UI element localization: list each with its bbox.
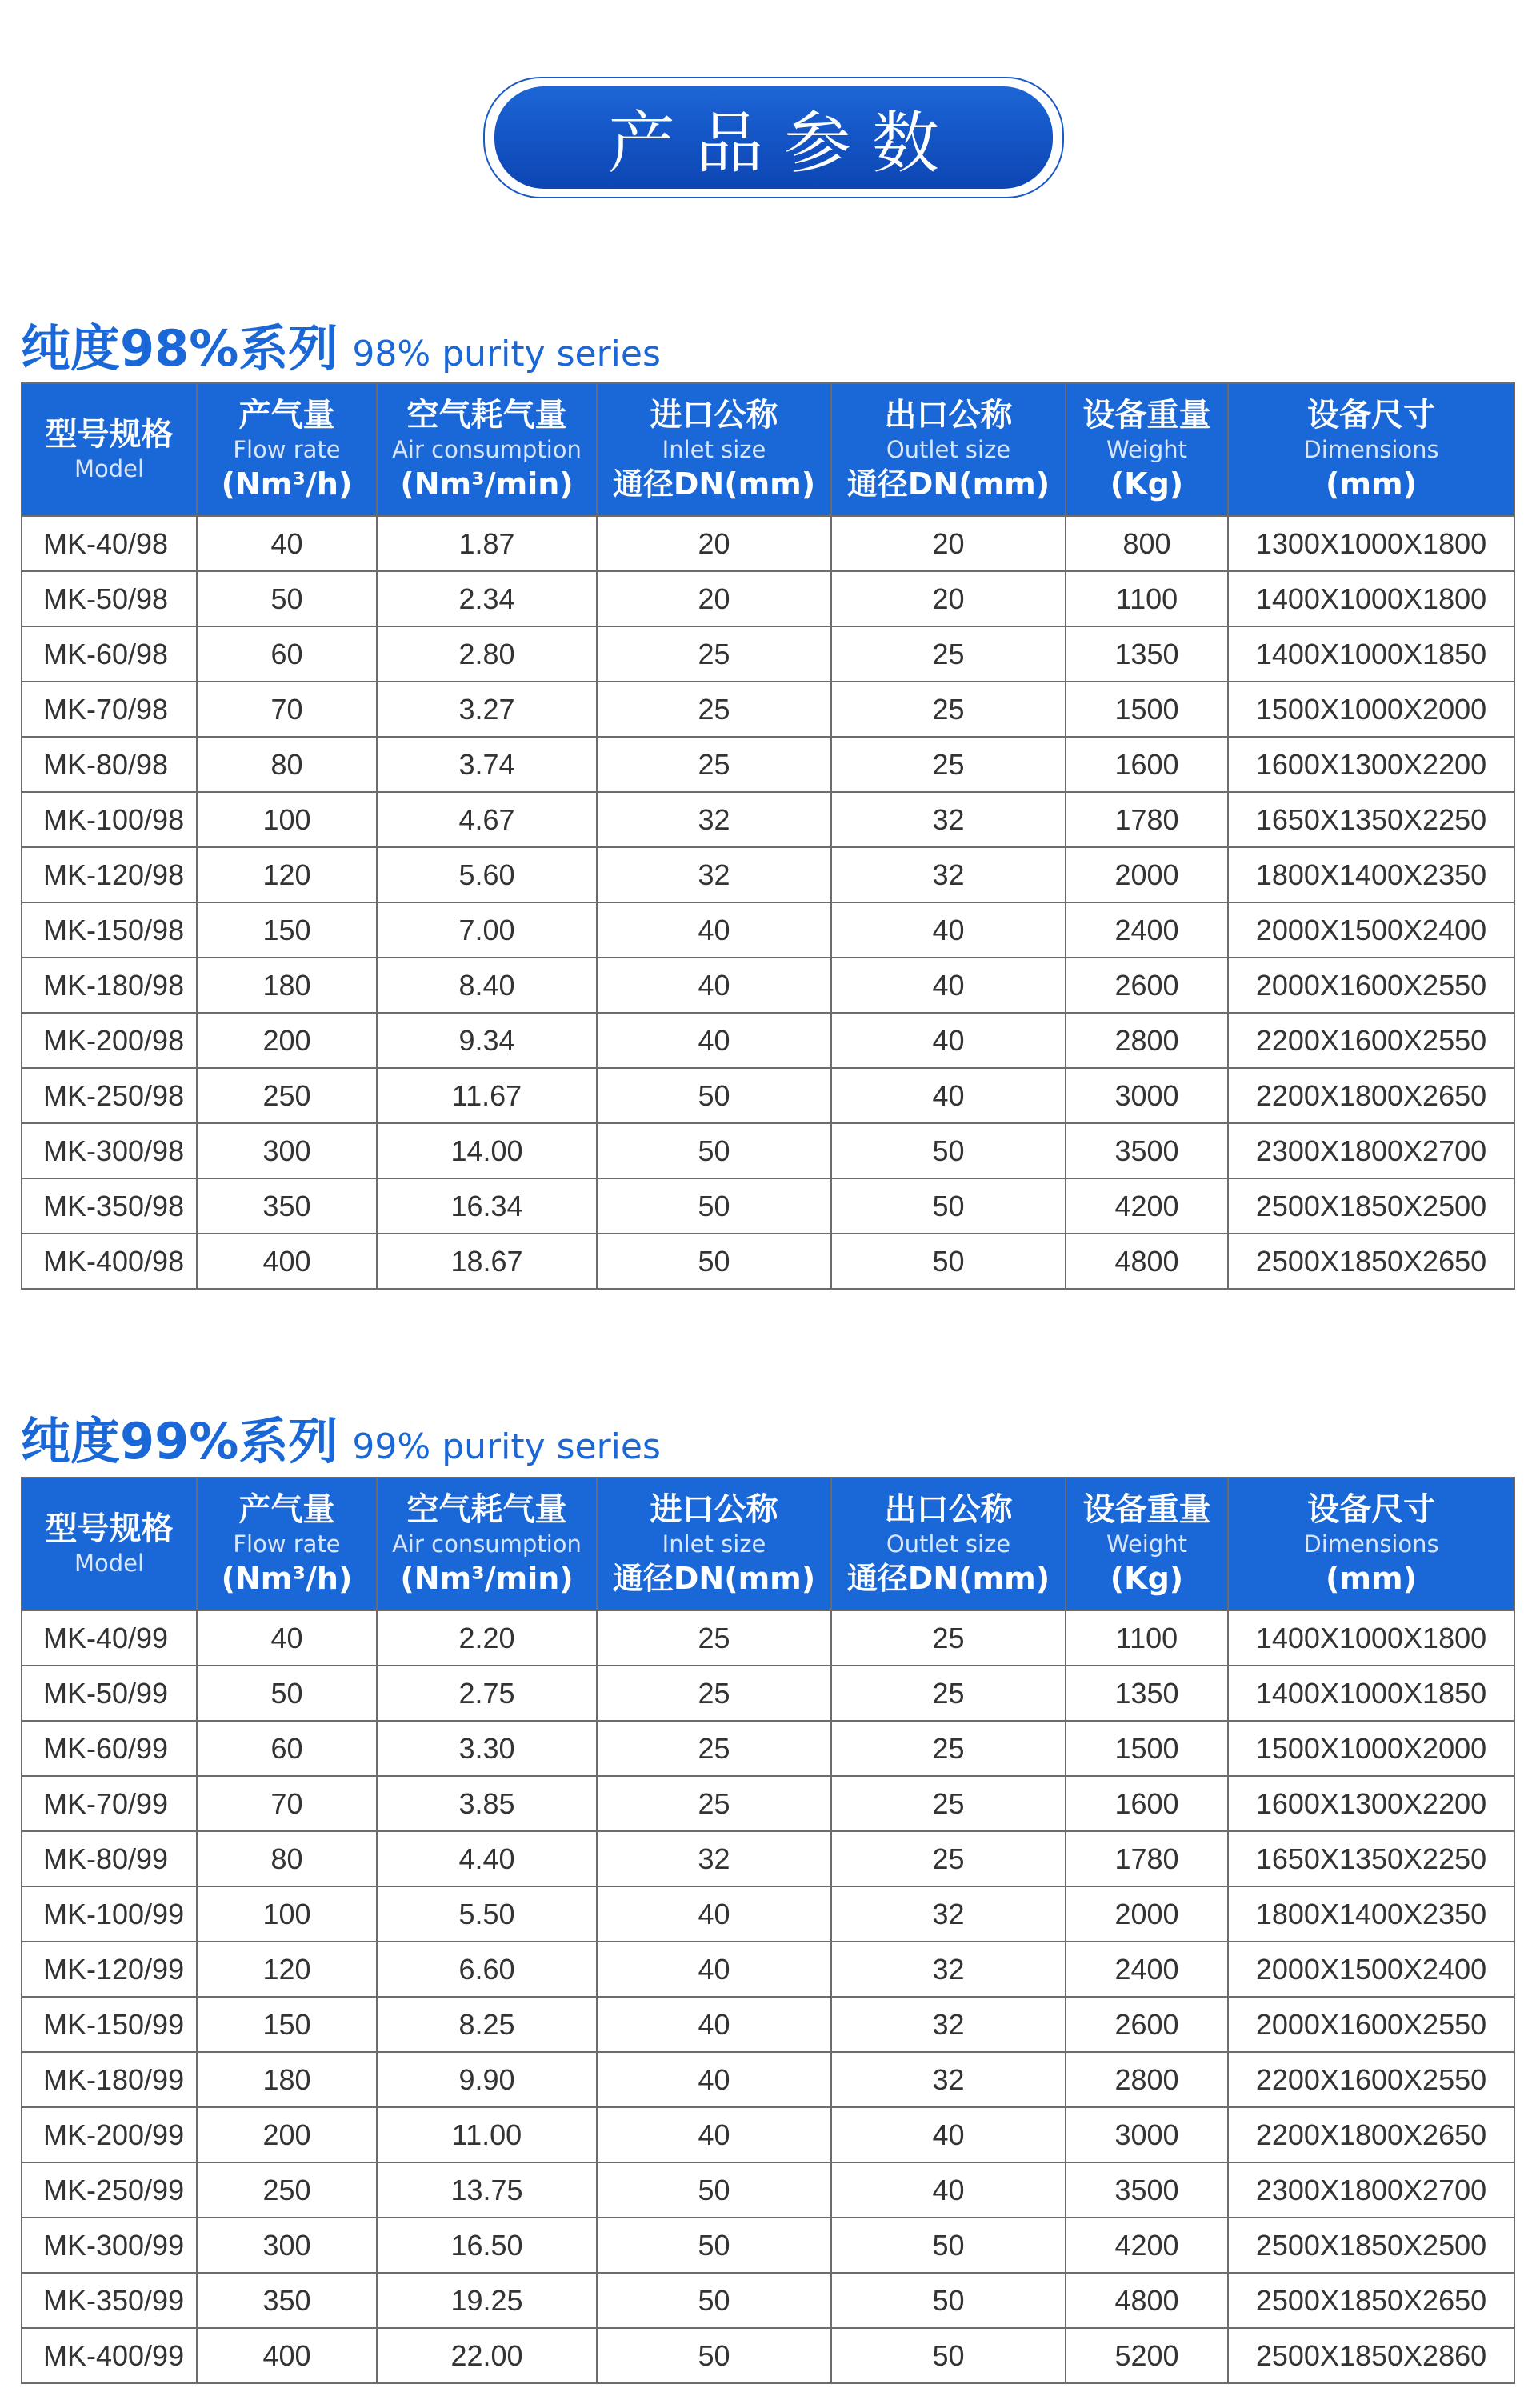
table-cell: MK-300/99 xyxy=(22,2218,197,2273)
table-cell: 200 xyxy=(197,1013,377,1068)
table-cell: 2500X1850X2500 xyxy=(1228,2218,1514,2273)
table-row xyxy=(22,958,1514,1013)
column-header-cn: 进口公称 xyxy=(650,397,778,434)
table-cell: 40 xyxy=(597,958,831,1013)
column-header xyxy=(377,1478,597,1610)
table-cell: 1500 xyxy=(1066,1721,1228,1776)
table-cell: 22.00 xyxy=(377,2328,597,2383)
table-cell: 1800X1400X2350 xyxy=(1228,1886,1514,1942)
table-cell: 25 xyxy=(597,737,831,792)
table-cell: 4800 xyxy=(1066,2273,1228,2328)
table-cell: 25 xyxy=(597,682,831,737)
table-cell: 1100 xyxy=(1066,1610,1228,1666)
table-cell: 50 xyxy=(831,1123,1066,1178)
table-cell: 180 xyxy=(197,2052,377,2107)
table-cell: 50 xyxy=(597,1178,831,1234)
table-cell: 20 xyxy=(831,571,1066,626)
table-cell: 400 xyxy=(197,1234,377,1289)
table-row xyxy=(22,571,1514,626)
table-cell: 2400 xyxy=(1066,1942,1228,1997)
table-cell: 32 xyxy=(831,1886,1066,1942)
column-header-unit: (mm) xyxy=(1326,1560,1417,1596)
column-header-cn: 空气耗气量 xyxy=(406,1491,567,1529)
table-cell: 20 xyxy=(597,516,831,571)
column-header xyxy=(831,1478,1066,1610)
table-cell: MK-60/98 xyxy=(22,626,197,682)
table-cell: 1350 xyxy=(1066,626,1228,682)
table-cell: 18.67 xyxy=(377,1234,597,1289)
spec-table-99 xyxy=(21,1477,1515,2384)
table-cell: 32 xyxy=(597,792,831,847)
table-cell: 25 xyxy=(831,1721,1066,1776)
column-header xyxy=(377,383,597,516)
column-header-unit: (mm) xyxy=(1326,466,1417,502)
table-cell: 60 xyxy=(197,1721,377,1776)
table-cell: 32 xyxy=(831,1942,1066,1997)
table-cell: 1100 xyxy=(1066,571,1228,626)
column-header-en: Air consumption xyxy=(392,436,582,464)
table-cell: 2300X1800X2700 xyxy=(1228,2162,1514,2218)
table-cell: 3.85 xyxy=(377,1776,597,1831)
table-cell: 25 xyxy=(831,682,1066,737)
table-cell: 60 xyxy=(197,626,377,682)
table-cell: 4.67 xyxy=(377,792,597,847)
table-row xyxy=(22,2328,1514,2383)
column-header xyxy=(22,1478,197,1610)
column-header-unit: (Nm³/h) xyxy=(221,1560,353,1596)
series-heading-en: 99% purity series xyxy=(352,1426,661,1467)
column-header xyxy=(1228,383,1514,516)
table-row xyxy=(22,1666,1514,1721)
column-header-en: Inlet size xyxy=(662,436,766,464)
table-cell: MK-200/99 xyxy=(22,2107,197,2162)
table-cell: 120 xyxy=(197,1942,377,1997)
table-row xyxy=(22,682,1514,737)
table-row xyxy=(22,1234,1514,1289)
table-row xyxy=(22,1886,1514,1942)
column-header-en: Dimensions xyxy=(1303,1530,1439,1558)
table-cell: 16.50 xyxy=(377,2218,597,2273)
table-cell: 50 xyxy=(197,571,377,626)
table-cell: 25 xyxy=(831,1666,1066,1721)
table-cell: MK-400/98 xyxy=(22,1234,197,1289)
table-cell: MK-400/99 xyxy=(22,2328,197,2383)
table-cell: 50 xyxy=(831,2218,1066,2273)
table-cell: 1600X1300X2200 xyxy=(1228,1776,1514,1831)
table-cell: 1300X1000X1800 xyxy=(1228,516,1514,571)
table-cell: 50 xyxy=(597,2162,831,2218)
table-cell: 40 xyxy=(831,1068,1066,1123)
table-cell: 2600 xyxy=(1066,958,1228,1013)
table-cell: 300 xyxy=(197,2218,377,2273)
table-row xyxy=(22,2218,1514,2273)
table-cell: MK-350/99 xyxy=(22,2273,197,2328)
table-row xyxy=(22,2107,1514,2162)
table-cell: 2800 xyxy=(1066,1013,1228,1068)
table-cell: 2500X1850X2650 xyxy=(1228,2273,1514,2328)
column-header-unit: 通径DN(mm) xyxy=(846,466,1050,502)
column-header-cn: 出口公称 xyxy=(884,1491,1013,1529)
table-cell: 80 xyxy=(197,1831,377,1886)
table-cell: MK-180/98 xyxy=(22,958,197,1013)
table-cell: 20 xyxy=(831,516,1066,571)
table-cell: MK-50/98 xyxy=(22,571,197,626)
table-cell: 50 xyxy=(831,1234,1066,1289)
table-cell: 32 xyxy=(831,792,1066,847)
table-cell: 3500 xyxy=(1066,1123,1228,1178)
table-cell: MK-250/99 xyxy=(22,2162,197,2218)
table-cell: MK-60/99 xyxy=(22,1721,197,1776)
table-cell: 25 xyxy=(597,1666,831,1721)
table-cell: 25 xyxy=(597,1776,831,1831)
table-cell: 1400X1000X1800 xyxy=(1228,571,1514,626)
column-header-en: Dimensions xyxy=(1303,436,1439,464)
table-row xyxy=(22,1831,1514,1886)
table-cell: 32 xyxy=(831,2052,1066,2107)
column-header-unit: (Nm³/h) xyxy=(221,466,353,502)
table-row xyxy=(22,2273,1514,2328)
table-cell: 1650X1350X2250 xyxy=(1228,792,1514,847)
table-cell: 7.00 xyxy=(377,902,597,958)
table-row xyxy=(22,516,1514,571)
column-header-en: Model xyxy=(74,1550,145,1578)
series-heading-en: 98% purity series xyxy=(352,334,661,374)
table-cell: 1500X1000X2000 xyxy=(1228,682,1514,737)
table-cell: MK-350/98 xyxy=(22,1178,197,1234)
table-row xyxy=(22,1013,1514,1068)
table-cell: 4200 xyxy=(1066,2218,1228,2273)
table-cell: 3.27 xyxy=(377,682,597,737)
table-cell: MK-40/99 xyxy=(22,1610,197,1666)
column-header-unit: (Nm³/min) xyxy=(400,466,574,502)
table-cell: 40 xyxy=(597,1997,831,2052)
column-header-en: Air consumption xyxy=(392,1530,582,1558)
table-cell: 150 xyxy=(197,902,377,958)
table-cell: 1600 xyxy=(1066,1776,1228,1831)
table-cell: 120 xyxy=(197,847,377,902)
table-cell: 2200X1600X2550 xyxy=(1228,2052,1514,2107)
table-cell: 40 xyxy=(831,902,1066,958)
table-cell: 40 xyxy=(597,1886,831,1942)
table-row xyxy=(22,902,1514,958)
column-header-cn: 设备尺寸 xyxy=(1307,397,1435,434)
table-cell: 40 xyxy=(831,1013,1066,1068)
column-header-en: Weight xyxy=(1106,436,1188,464)
table-cell: 2200X1800X2650 xyxy=(1228,2107,1514,2162)
table-cell: 25 xyxy=(597,626,831,682)
table-cell: 40 xyxy=(597,2052,831,2107)
table-cell: 32 xyxy=(597,847,831,902)
table-row xyxy=(22,1178,1514,1234)
table-cell: 13.75 xyxy=(377,2162,597,2218)
table-cell: 40 xyxy=(597,902,831,958)
table-cell: 40 xyxy=(831,2162,1066,2218)
table-cell: 2000 xyxy=(1066,1886,1228,1942)
table-row xyxy=(22,1942,1514,1997)
column-header xyxy=(1066,383,1228,516)
banner xyxy=(494,86,1053,189)
table-cell: 6.60 xyxy=(377,1942,597,1997)
table-cell: 1.87 xyxy=(377,516,597,571)
table-cell: 3500 xyxy=(1066,2162,1228,2218)
table-cell: MK-150/98 xyxy=(22,902,197,958)
table-cell: 40 xyxy=(831,958,1066,1013)
column-header xyxy=(831,383,1066,516)
column-header-en: Model xyxy=(74,455,145,483)
series-heading-98 xyxy=(21,309,661,380)
table-header xyxy=(22,1478,1514,1610)
table-cell: 2.34 xyxy=(377,571,597,626)
table-row xyxy=(22,1123,1514,1178)
column-header xyxy=(597,1478,831,1610)
table-cell: 25 xyxy=(831,1831,1066,1886)
table-cell: 40 xyxy=(597,1013,831,1068)
table-cell: 2500X1850X2650 xyxy=(1228,1234,1514,1289)
table-cell: 32 xyxy=(831,847,1066,902)
column-header-cn: 进口公称 xyxy=(650,1491,778,1529)
table-cell: 50 xyxy=(597,1123,831,1178)
table-cell: 1350 xyxy=(1066,1666,1228,1721)
table-cell: 4.40 xyxy=(377,1831,597,1886)
table-cell: 70 xyxy=(197,1776,377,1831)
table-cell: 1400X1000X1850 xyxy=(1228,626,1514,682)
column-header xyxy=(22,383,197,516)
table-cell: 1600 xyxy=(1066,737,1228,792)
table-row xyxy=(22,2162,1514,2218)
table-cell: 100 xyxy=(197,1886,377,1942)
table-cell: 11.67 xyxy=(377,1068,597,1123)
table-row xyxy=(22,1776,1514,1831)
table-cell: MK-180/99 xyxy=(22,2052,197,2107)
table-cell: 1400X1000X1850 xyxy=(1228,1666,1514,1721)
table-cell: 70 xyxy=(197,682,377,737)
table-cell: 2000X1600X2550 xyxy=(1228,958,1514,1013)
column-header-unit: (Nm³/min) xyxy=(400,1560,574,1596)
table-cell: 2200X1800X2650 xyxy=(1228,1068,1514,1123)
table-cell: 2500X1850X2500 xyxy=(1228,1178,1514,1234)
table-cell: 2600 xyxy=(1066,1997,1228,2052)
column-header-unit: 通径DN(mm) xyxy=(612,1560,816,1596)
table-cell: 25 xyxy=(831,1776,1066,1831)
table-cell: 2400 xyxy=(1066,902,1228,958)
table-cell: 1800X1400X2350 xyxy=(1228,847,1514,902)
table-cell: 25 xyxy=(831,737,1066,792)
table-cell: 14.00 xyxy=(377,1123,597,1178)
table-cell: MK-80/98 xyxy=(22,737,197,792)
column-header-cn: 型号规格 xyxy=(45,416,174,454)
table-row xyxy=(22,1721,1514,1776)
table-cell: 20 xyxy=(597,571,831,626)
table-cell: 50 xyxy=(831,2273,1066,2328)
column-header-cn: 型号规格 xyxy=(45,1510,174,1548)
table-row xyxy=(22,847,1514,902)
column-header xyxy=(597,383,831,516)
table-cell: 19.25 xyxy=(377,2273,597,2328)
series-heading-cn: 纯度99%系列 xyxy=(21,1412,338,1470)
table-cell: 800 xyxy=(1066,516,1228,571)
column-header-en: Flow rate xyxy=(233,436,341,464)
table-cell: 25 xyxy=(597,1721,831,1776)
table-cell: MK-200/98 xyxy=(22,1013,197,1068)
table-cell: MK-250/98 xyxy=(22,1068,197,1123)
column-header-cn: 产气量 xyxy=(238,1491,335,1529)
column-header-cn: 设备重量 xyxy=(1082,397,1211,434)
column-header-cn: 出口公称 xyxy=(884,397,1013,434)
table-cell: 350 xyxy=(197,2273,377,2328)
table-row xyxy=(22,1610,1514,1666)
table-cell: 250 xyxy=(197,1068,377,1123)
table-cell: 40 xyxy=(197,1610,377,1666)
table-row xyxy=(22,1068,1514,1123)
table-cell: 3.74 xyxy=(377,737,597,792)
table-cell: MK-80/99 xyxy=(22,1831,197,1886)
table-cell: MK-50/99 xyxy=(22,1666,197,1721)
table-cell: 2000X1500X2400 xyxy=(1228,902,1514,958)
table-cell: MK-120/99 xyxy=(22,1942,197,1997)
column-header-unit: (Kg) xyxy=(1110,1560,1184,1596)
table-row xyxy=(22,1997,1514,2052)
table-cell: 32 xyxy=(597,1831,831,1886)
table-cell: 2000X1600X2550 xyxy=(1228,1997,1514,2052)
table-cell: 2800 xyxy=(1066,2052,1228,2107)
table-cell: 250 xyxy=(197,2162,377,2218)
table-cell: 4800 xyxy=(1066,1234,1228,1289)
table-cell: 40 xyxy=(831,2107,1066,2162)
page-title: 产品参数 xyxy=(607,103,960,182)
table-cell: 5.60 xyxy=(377,847,597,902)
table-cell: 80 xyxy=(197,737,377,792)
table-cell: 25 xyxy=(831,626,1066,682)
table-cell: MK-100/98 xyxy=(22,792,197,847)
table-cell: MK-70/98 xyxy=(22,682,197,737)
column-header-cn: 设备重量 xyxy=(1082,1491,1211,1529)
table-cell: 3000 xyxy=(1066,2107,1228,2162)
column-header-en: Flow rate xyxy=(233,1530,341,1558)
table-cell: 50 xyxy=(597,1068,831,1123)
column-header xyxy=(1228,1478,1514,1610)
series-heading-99 xyxy=(21,1402,661,1473)
table-cell: 40 xyxy=(597,2107,831,2162)
column-header xyxy=(1066,1478,1228,1610)
table-cell: 2200X1600X2550 xyxy=(1228,1013,1514,1068)
table-cell: 350 xyxy=(197,1178,377,1234)
table-cell: 50 xyxy=(597,2328,831,2383)
table-cell: 2300X1800X2700 xyxy=(1228,1123,1514,1178)
table-cell: MK-70/99 xyxy=(22,1776,197,1831)
table-cell: 1780 xyxy=(1066,1831,1228,1886)
table-row xyxy=(22,626,1514,682)
table-cell: 1600X1300X2200 xyxy=(1228,737,1514,792)
table-cell: 32 xyxy=(831,1997,1066,2052)
table-cell: 1500 xyxy=(1066,682,1228,737)
table-cell: MK-300/98 xyxy=(22,1123,197,1178)
table-cell: 2000 xyxy=(1066,847,1228,902)
table-cell: 1650X1350X2250 xyxy=(1228,1831,1514,1886)
table-row xyxy=(22,2052,1514,2107)
series-heading-cn: 纯度98%系列 xyxy=(21,319,338,378)
table-cell: 300 xyxy=(197,1123,377,1178)
table-cell: 100 xyxy=(197,792,377,847)
table-cell: 3000 xyxy=(1066,1068,1228,1123)
column-header-cn: 产气量 xyxy=(238,397,335,434)
table-cell: 8.40 xyxy=(377,958,597,1013)
table-header xyxy=(22,383,1514,516)
table-cell: 50 xyxy=(597,2218,831,2273)
column-header-en: Inlet size xyxy=(662,1530,766,1558)
table-cell: 9.34 xyxy=(377,1013,597,1068)
spec-table-98 xyxy=(21,382,1515,1290)
table-cell: 9.90 xyxy=(377,2052,597,2107)
table-cell: MK-100/99 xyxy=(22,1886,197,1942)
table-cell: MK-150/99 xyxy=(22,1997,197,2052)
table-cell: 2500X1850X2860 xyxy=(1228,2328,1514,2383)
column-header-unit: 通径DN(mm) xyxy=(846,1560,1050,1596)
table-cell: 4200 xyxy=(1066,1178,1228,1234)
table-cell: 11.00 xyxy=(377,2107,597,2162)
table-cell: 2000X1500X2400 xyxy=(1228,1942,1514,1997)
column-header-cn: 设备尺寸 xyxy=(1307,1491,1435,1529)
table-body xyxy=(22,516,1514,1289)
column-header-unit: 通径DN(mm) xyxy=(612,466,816,502)
column-header-cn: 空气耗气量 xyxy=(406,397,567,434)
table-cell: 50 xyxy=(597,2273,831,2328)
table-cell: 5.50 xyxy=(377,1886,597,1942)
table-cell: 40 xyxy=(597,1942,831,1997)
column-header-en: Outlet size xyxy=(886,1530,1011,1558)
table-cell: MK-120/98 xyxy=(22,847,197,902)
column-header xyxy=(197,1478,377,1610)
table-cell: 50 xyxy=(197,1666,377,1721)
table-cell: 5200 xyxy=(1066,2328,1228,2383)
table-cell: 1400X1000X1800 xyxy=(1228,1610,1514,1666)
table-cell: 180 xyxy=(197,958,377,1013)
table-cell: MK-40/98 xyxy=(22,516,197,571)
column-header-en: Outlet size xyxy=(886,436,1011,464)
table-row xyxy=(22,737,1514,792)
table-cell: 40 xyxy=(197,516,377,571)
table-cell: 25 xyxy=(597,1610,831,1666)
table-cell: 1780 xyxy=(1066,792,1228,847)
table-cell: 150 xyxy=(197,1997,377,2052)
table-cell: 25 xyxy=(831,1610,1066,1666)
column-header xyxy=(197,383,377,516)
table-cell: 2.80 xyxy=(377,626,597,682)
table-cell: 50 xyxy=(831,1178,1066,1234)
table-cell: 400 xyxy=(197,2328,377,2383)
table-cell: 50 xyxy=(597,1234,831,1289)
table-cell: 3.30 xyxy=(377,1721,597,1776)
table-cell: 8.25 xyxy=(377,1997,597,2052)
table-body xyxy=(22,1610,1514,2383)
table-cell: 50 xyxy=(831,2328,1066,2383)
table-cell: 1500X1000X2000 xyxy=(1228,1721,1514,1776)
table-cell: 2.20 xyxy=(377,1610,597,1666)
table-row xyxy=(22,792,1514,847)
table-cell: 16.34 xyxy=(377,1178,597,1234)
table-cell: 2.75 xyxy=(377,1666,597,1721)
table-cell: 200 xyxy=(197,2107,377,2162)
column-header-unit: (Kg) xyxy=(1110,466,1184,502)
column-header-en: Weight xyxy=(1106,1530,1188,1558)
